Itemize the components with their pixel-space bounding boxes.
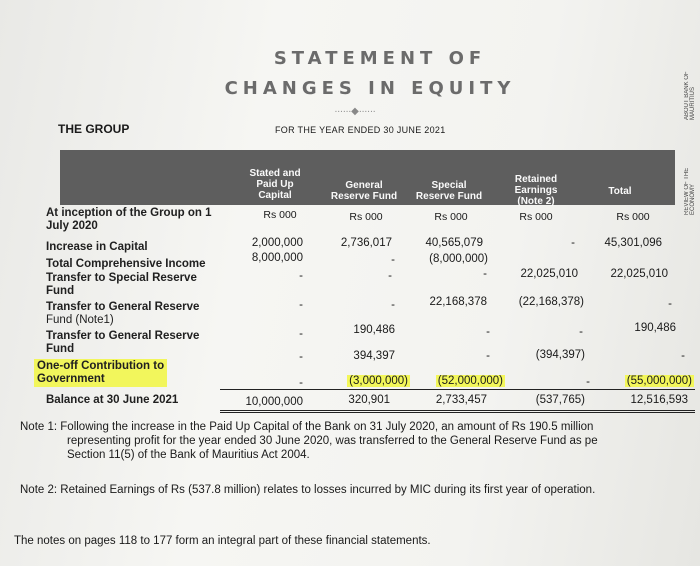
column-header-line: Total — [608, 186, 632, 197]
title-line-1: STATEMENT OF — [273, 48, 487, 69]
cell-increase-capital-retained: - — [571, 237, 575, 249]
cell-row6-capital: - — [299, 351, 303, 363]
highlight-mark: (55,000,000) — [626, 375, 692, 387]
cell-tsr-special: - — [483, 268, 487, 280]
cell-increase-capital-special: 40,565,079 — [425, 237, 483, 249]
row-label-transfer-general-reserve — [46, 330, 199, 356]
row-label-one-off-contribution — [34, 359, 167, 387]
row-label-line: Transfer to General Reserve — [46, 301, 200, 313]
unit-capital: Rs 000 — [263, 209, 297, 221]
cell-contribution-capital: - — [299, 377, 303, 389]
cell-tgr1-general: - — [391, 299, 395, 311]
row-label-line: One-off Contribution to — [37, 360, 165, 372]
column-header-capital — [235, 168, 315, 201]
side-tab-about: ABOUT BANK OF MAURITIUS — [684, 71, 696, 120]
cell-tgr2-total: 190,486 — [634, 322, 676, 334]
title-ornament: ∙∙∙∙∙∙◆∙∙∙∙∙∙ — [334, 106, 376, 117]
row-label-line: Transfer to General Reserve — [46, 330, 200, 342]
cell-tgr1-retained: (22,168,378) — [518, 296, 584, 308]
column-header-line: Paid Up — [256, 179, 294, 190]
cell-balance-capital: 10,000,000 — [245, 396, 303, 408]
row-label-line: Total Comprehensive Income — [46, 258, 206, 270]
cell-contribution-special — [405, 375, 505, 387]
cell-tgr1-total: - — [668, 298, 672, 310]
column-header-total — [585, 186, 655, 197]
row-label-line: July 2020 — [46, 220, 98, 232]
cell-tgr1-capital: - — [299, 299, 303, 311]
cell-tgr2-retained: - — [579, 326, 583, 338]
group-label: THE GROUP — [58, 122, 130, 136]
cell-increase-capital-total: 45,301,096 — [604, 237, 662, 249]
unit-special-reserve: Rs 000 — [434, 211, 468, 223]
column-header-line: Special — [431, 180, 467, 191]
cell-tci-special: (8,000,000) — [429, 253, 488, 265]
column-header-line: Retained — [514, 174, 558, 185]
cell-tsr-capital: - — [299, 270, 303, 282]
row-label-line: Fund (Note1) — [46, 314, 114, 326]
cell-tci-general: - — [391, 254, 395, 266]
cell-row6-retained: (394,397) — [535, 349, 585, 361]
unit-general-reserve: Rs 000 — [349, 211, 383, 223]
cell-tsr-retained: 22,025,010 — [520, 268, 578, 280]
column-header-line: Stated and — [249, 168, 301, 179]
cell-contribution-general — [320, 375, 410, 387]
cell-balance-general: 320,901 — [348, 394, 390, 406]
highlight-mark: (52,000,000) — [437, 375, 503, 387]
note-2: Note 2: Retained Earnings of Rs (537.8 million) relates to losses incurred by MIC during its first year of operation. — [20, 484, 596, 496]
note-1-line-2: representing profit for the year ended 30 June 2020, was transferred to the General Reserve Fund as pe — [67, 435, 598, 447]
row-label-line: Fund — [46, 285, 75, 297]
cell-contribution-retained: - — [586, 376, 590, 388]
note-1-line-3: Section 11(5) of the Bank of Mauritius Act 2004. — [67, 449, 310, 461]
column-header-line: (Note 2) — [517, 196, 555, 207]
balance-rule-1 — [220, 410, 695, 411]
row-label-transfer-special-reserve — [46, 272, 197, 298]
row-label-line: Fund — [46, 343, 75, 355]
cell-tgr2-general: 190,486 — [353, 324, 395, 336]
cell-increase-capital-general: 2,736,017 — [340, 237, 392, 249]
row-label-total-comprehensive-income — [46, 258, 206, 271]
row-label-line: At inception of the Group on 1 — [46, 207, 212, 219]
cell-row6-total: - — [681, 350, 685, 362]
period-label: FOR THE YEAR ENDED 30 JUNE 2021 — [275, 125, 446, 135]
balance-rule-2 — [220, 412, 695, 413]
column-header-line: Reserve Fund — [415, 191, 483, 202]
row-label-balance — [46, 394, 178, 407]
row-label-line: Increase in Capital — [46, 241, 148, 253]
cell-contribution-total — [598, 375, 694, 387]
column-header-general-reserve — [320, 180, 408, 202]
cell-tgr1-special: 22,168,378 — [429, 296, 487, 308]
cell-balance-total: 12,516,593 — [630, 394, 688, 406]
total-rule — [220, 389, 695, 390]
footer-note: The notes on pages 118 to 177 form an integral part of these financial statements. — [14, 535, 431, 547]
row-label-line: Balance at 30 June 2021 — [46, 394, 179, 406]
row-label-line: Government — [37, 373, 105, 385]
unit-retained-earnings: Rs 000 — [519, 211, 553, 223]
note-1-line-1: Note 1: Following the increase in the Paid Up Capital of the Bank on 31 July 2020, an amount of Rs 190.5 million — [20, 421, 594, 433]
column-header-retained-earnings — [500, 174, 572, 207]
cell-tci-capital: 8,000,000 — [251, 252, 303, 264]
column-header-line: Reserve Fund — [330, 191, 398, 202]
cell-tgr2-capital: - — [299, 328, 303, 340]
row-label-line: Transfer to Special Reserve — [46, 272, 197, 284]
side-tab-review: REVIEW OF THE ECONOMY — [684, 167, 696, 215]
cell-increase-capital-capital: 2,000,000 — [251, 237, 303, 249]
cell-tsr-general: - — [388, 270, 392, 282]
row-label-inception — [46, 207, 211, 233]
highlight-mark: (3,000,000) — [349, 375, 408, 387]
unit-total: Rs 000 — [616, 211, 650, 223]
cell-row6-special: - — [486, 350, 490, 362]
cell-tsr-total: 22,025,010 — [610, 268, 668, 280]
cell-balance-retained: (537,765) — [535, 394, 585, 406]
column-header-line: Capital — [258, 190, 292, 201]
title-line-2: CHANGES IN EQUITY — [224, 78, 516, 99]
column-header-line: Earnings — [514, 185, 558, 196]
cell-tgr2-special: - — [486, 326, 490, 338]
cell-row6-general: 394,397 — [353, 350, 395, 362]
row-label-transfer-general-reserve-note1 — [46, 301, 199, 327]
row-label-increase-capital — [46, 241, 148, 254]
cell-balance-special: 2,733,457 — [435, 394, 487, 406]
column-header-special-reserve — [408, 180, 490, 202]
column-header-line: General — [345, 180, 383, 191]
